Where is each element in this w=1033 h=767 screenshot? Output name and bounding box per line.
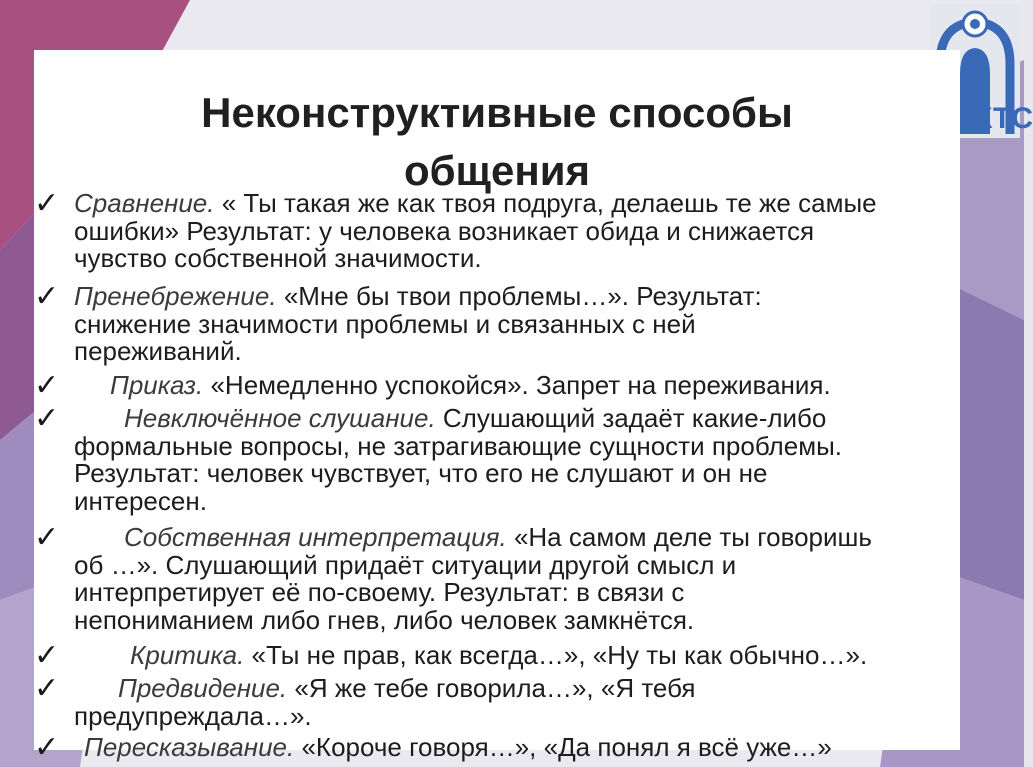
checkmark-icon: ✓ <box>34 401 60 436</box>
item-text: Результат: человек чувствует, что его не слушают и он не <box>74 458 768 488</box>
title-line: общения <box>403 147 591 194</box>
item-text: ошибки» Результат: у человека возникает обида и снижается <box>74 215 815 246</box>
item-text: «Короче говоря…», «Да понял я всё уже…» <box>294 732 832 762</box>
checkmark-icon: ✓ <box>34 520 60 555</box>
title-line: Неконструктивные способы <box>201 89 793 136</box>
item-text: «Мне бы твои проблемы…». Результат: <box>276 281 762 311</box>
item-text: интересен. <box>74 485 207 516</box>
item-term: Приказ. <box>110 370 204 400</box>
checkmark-icon: ✓ <box>34 279 60 314</box>
item-text: « Ты такая же как твоя подруга, делаешь те же самые <box>214 188 877 218</box>
item-text: «Я же тебе говорила…», «Я тебя <box>287 673 696 703</box>
slide-content <box>34 50 960 765</box>
item-term: Сравнение. <box>74 188 215 218</box>
checkmark-icon: ✓ <box>34 368 60 403</box>
checkmark-icon: ✓ <box>34 638 60 673</box>
item-term: Критика. <box>130 640 245 670</box>
item-text: формальные вопросы, не затрагивающие сущности проблемы. <box>74 430 842 461</box>
checkmark-icon: ✓ <box>34 730 60 765</box>
item-text: интерпретирует её по-своему. Результат: в связи с <box>74 577 685 607</box>
item-text: переживаний. <box>74 336 242 366</box>
item-text: Слушающий задаёт какие-либо <box>435 403 827 433</box>
item-text: «Ты не прав, как всегда…», «Ну ты как обычно…». <box>244 640 868 670</box>
item-term: Невключённое слушание. <box>124 403 436 433</box>
checkmark-icon: ✓ <box>34 186 60 221</box>
item-text: «На самом деле ты говоришь <box>506 522 872 552</box>
item-term: Собственная интерпретация. <box>124 522 507 552</box>
page-title <box>0 84 995 200</box>
logo-text: КТС <box>974 102 1033 135</box>
item-term: Пересказывание. <box>84 732 295 762</box>
item-text: снижение значимости проблемы и связанных с ней <box>74 308 696 339</box>
item-term: Пренебрежение. <box>74 281 277 311</box>
item-text: предупреждала…». <box>74 700 312 731</box>
item-term: Предвидение. <box>118 673 288 703</box>
item-text: чувство собственной значимости. <box>74 243 482 273</box>
checkmark-icon: ✓ <box>34 671 60 706</box>
item-text: об …». Слушающий придаёт ситуации другой смысл и <box>74 549 737 580</box>
item-text: «Немедленно успокойся». Запрет на переживания. <box>203 370 831 400</box>
item-text: непониманием либо гнев, либо человек замкнётся. <box>74 604 695 635</box>
